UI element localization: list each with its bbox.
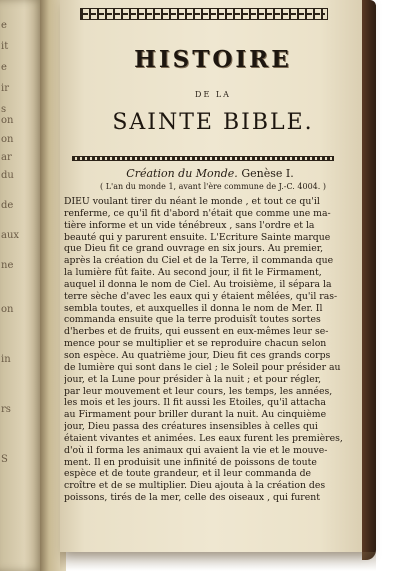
- left-page-fragment: e: [1, 20, 7, 31]
- body-line: par leur mouvement et leur cours, les temps, les années,: [64, 385, 333, 397]
- body-text: [64, 196, 354, 504]
- body-line: la lumière fût faite. Au second jour, il fit le Firmament,: [64, 267, 322, 279]
- right-page: [60, 0, 366, 552]
- body-line: après la création du Ciel et de la Terre, il commanda que: [64, 255, 334, 267]
- body-line: commanda ensuite que la terre produisît toutes sortes: [64, 314, 321, 326]
- body-line: d'où il forma les animaux qui avaient la vie et le mouve-: [64, 444, 328, 456]
- left-page-fragment: de: [1, 200, 14, 211]
- body-line: au Firmament pour briller durant la nuit. Au cinquième: [64, 409, 327, 421]
- left-page-fragment: in: [1, 354, 11, 365]
- left-page-fragment: e: [1, 62, 7, 73]
- body-line: espèce et de toute grandeur, et il leur commanda de: [64, 468, 312, 480]
- date-line: ( L'an du monde 1, avant l'ère commune de J.-C. 4004. ): [100, 182, 326, 191]
- body-line: terre sèche d'avec les eaux qui y étaient mêlées, qu'il ras-: [64, 290, 338, 302]
- body-line: ment. Il en produisit une infinité de poissons de toute: [64, 456, 317, 468]
- body-line: tière informe et un vide ténébreux , sans l'ordre et la: [64, 219, 315, 231]
- body-line: poissons, tirés de la mer, celle des oiseaux , qui furent: [64, 492, 320, 504]
- left-page-fragment: on: [1, 134, 14, 145]
- left-page-fragment: ne: [1, 260, 14, 271]
- title-histoire: HISTOIRE: [134, 46, 292, 73]
- left-page-fragment: rs: [1, 404, 11, 415]
- body-line: jour, et la Lune pour présider à la nuit ; et pour régler,: [64, 373, 322, 385]
- body-line: auquel il donna le nom de Ciel. Au troisième, il sépara la: [64, 278, 332, 290]
- body-line: étaient vivantes et animées. Les eaux furent les premières,: [64, 432, 343, 444]
- title-de-la: DE LA: [195, 90, 231, 99]
- left-page-fragment: du: [1, 170, 14, 181]
- body-line: jour, Dieu passa des créatures insensibles à celles qui: [64, 421, 318, 433]
- body-line: sembla toutes, et auxquelles il donna le nom de Mer. Il: [64, 302, 323, 314]
- body-line: son espèce. Au quatrième jour, Dieu fit ces grands corps: [64, 349, 331, 361]
- body-line: les mois et les jours. Il fit aussi les Etoiles, qu'il attacha: [64, 397, 326, 409]
- left-page-fragment: it: [1, 41, 9, 52]
- page-bottom-shadow: [60, 552, 376, 571]
- section-title: Création du Monde.: [126, 167, 238, 180]
- greek-key-border: [80, 8, 328, 20]
- body-line: d'herbes et de fruits, qui eussent en eux-mêmes leur se-: [64, 326, 329, 338]
- left-page-fragment: S: [1, 454, 8, 465]
- book-cover-edge: [362, 0, 376, 560]
- body-line: DIEU voulant tirer du néant le monde , et tout ce qu'il: [64, 196, 320, 207]
- title-sainte-bible: SAINTE BIBLE.: [112, 110, 314, 135]
- left-page-fragment: ar: [1, 152, 12, 163]
- body-line: de lumière qui sont dans le ciel ; le Soleil pour présider au: [64, 361, 341, 373]
- left-page-fragment: aux: [1, 230, 20, 241]
- section-heading: [60, 167, 360, 180]
- left-page-fragment: ir: [1, 83, 9, 94]
- body-line: beauté qui y parurent ensuite. L'Ecriture Sainte marque: [64, 231, 331, 243]
- left-page-fragment: s: [1, 104, 7, 115]
- section-reference: Genèse I.: [241, 167, 294, 180]
- body-line: croître et de se multiplier. Dieu ajouta à la création des: [64, 480, 326, 492]
- left-page-fragment: on: [1, 304, 14, 315]
- left-facing-page: [0, 0, 44, 571]
- body-line: que Dieu fit ce grand ouvrage en six jours. Au premier,: [64, 243, 324, 255]
- ornamental-divider: [72, 156, 334, 161]
- body-line: renferme, ce qu'il fit d'abord n'était que comme une ma-: [64, 207, 331, 219]
- body-line: mence pour se multiplier et se reproduire chacun selon: [64, 338, 327, 350]
- left-page-fragment: on: [1, 115, 14, 126]
